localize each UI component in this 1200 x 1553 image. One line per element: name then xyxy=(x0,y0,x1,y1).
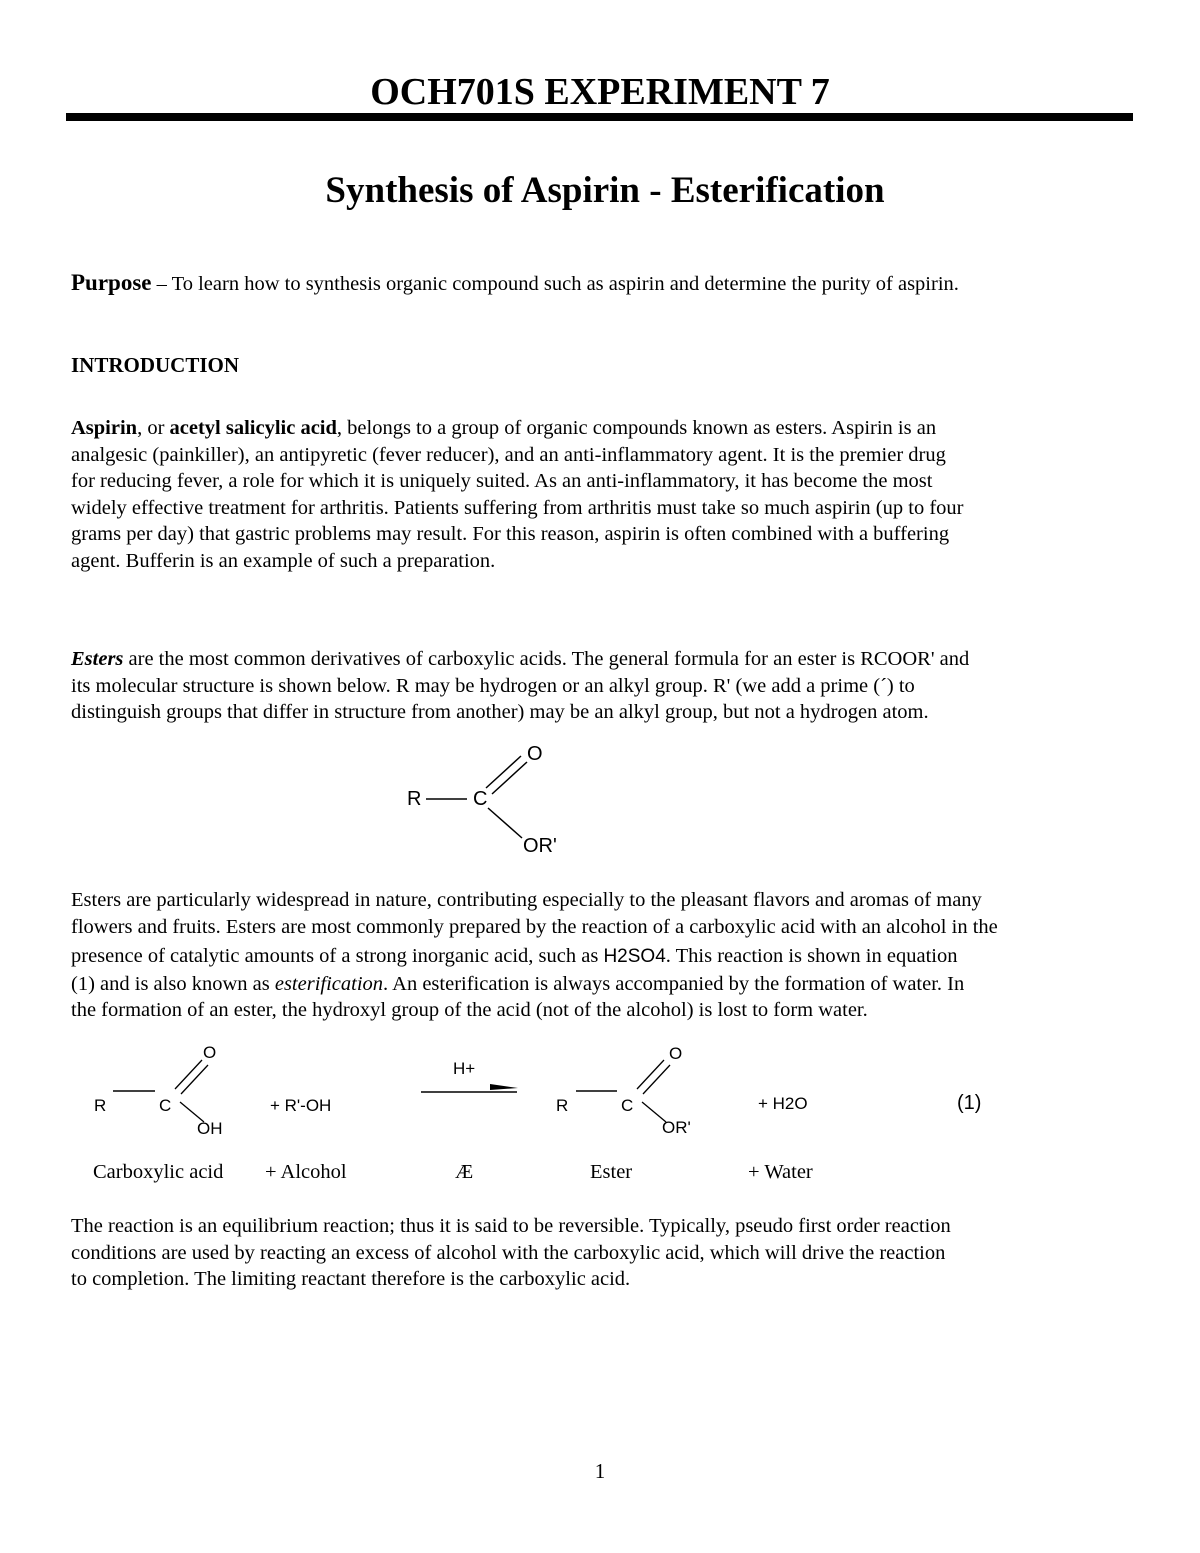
text-fragment: , or xyxy=(137,417,170,439)
paragraph-line: widely effective treatment for arthritis. Patients suffering from arthritis must take so much aspirin (up to four xyxy=(71,496,964,519)
esters-paragraph xyxy=(71,646,969,726)
paragraph-line: The reaction is an equilibrium reaction; thus it is said to be reversible. Typically, pseudo first order reaction xyxy=(71,1215,951,1237)
text-fragment: , belongs to a group of organic compounds known as esters. Aspirin is an xyxy=(336,417,937,439)
paragraph-line: agent. Bufferin is an example of such a preparation. xyxy=(71,549,496,572)
product-c-atom: C xyxy=(621,1096,634,1115)
acid-c-atom: C xyxy=(159,1096,172,1115)
purpose-paragraph xyxy=(71,268,959,299)
text-fragment: are the most common derivatives of carboxylic acids. The general formula for an ester is RCOOR' and xyxy=(123,648,970,670)
text-fragment: . This reaction is shown in equation xyxy=(665,945,958,967)
paragraph-line: analgesic (painkiller), an antipyretic (fever reducer), and an anti-inflammatory agent. It is the premier drug xyxy=(71,443,946,466)
ester-c-atom: C xyxy=(473,788,488,810)
paragraph-line xyxy=(71,646,969,673)
ester-or-group: OR' xyxy=(523,835,557,857)
paragraph-line: to completion. The limiting reactant therefore is the carboxylic acid. xyxy=(71,1268,631,1290)
product-r-atom: R xyxy=(556,1096,569,1115)
paragraph-line: flowers and fruits. Esters are most commonly prepared by the reaction of a carboxylic acid with an alcohol in the xyxy=(71,915,998,938)
paragraph-line: its molecular structure is shown below. R may be hydrogen or an alkyl group. R' (we add a prime (´) to xyxy=(71,674,915,697)
label-carboxylic-acid: Carboxylic acid xyxy=(93,1161,224,1183)
paragraph-line: the formation of an ester, the hydroxyl group of the acid (not of the alcohol) is lost to form water. xyxy=(71,999,868,1021)
esters-term: Esters xyxy=(71,648,124,670)
alcohol-formula: + R'-OH xyxy=(270,1096,332,1115)
acetyl-salicylic-acid-term: acetyl salicylic acid xyxy=(169,417,337,439)
label-ester: Ester xyxy=(590,1161,633,1183)
document-subtitle: Synthesis of Aspirin - Esterification xyxy=(325,170,885,211)
text-fragment: (1) and is also known as xyxy=(71,972,275,995)
purpose-text: – To learn how to synthesis organic compound such as aspirin and determine the purity of aspirin. xyxy=(151,273,959,295)
acid-o-atom: O xyxy=(203,1043,217,1062)
aspirin-paragraph xyxy=(71,415,963,574)
product-o-atom: O xyxy=(669,1044,683,1063)
introduction-heading: INTRODUCTION xyxy=(71,353,240,377)
paragraph-line: conditions are used by reacting an excess of alcohol with the carboxylic acid, which will drive the reaction xyxy=(71,1241,946,1264)
paragraph-line: for reducing fever, a role for which it is uniquely suited. As an anti-inflammatory, it has become the most xyxy=(71,470,933,492)
equation-number: (1) xyxy=(957,1092,982,1114)
ester-structure xyxy=(400,740,580,865)
esterification-paragraph xyxy=(71,887,998,1024)
page-title: OCH701S EXPERIMENT 7 xyxy=(370,71,830,113)
title-rule xyxy=(66,113,1133,121)
ester-o-atom: O xyxy=(527,743,543,765)
paragraph-line xyxy=(71,415,963,442)
ester-r-atom: R xyxy=(407,788,422,810)
product-or-group: OR' xyxy=(662,1118,691,1137)
sulfuric-acid-formula: H2SO4 xyxy=(603,946,666,967)
label-arrow-glyph: Æ xyxy=(455,1161,474,1183)
purpose-label: Purpose xyxy=(71,270,152,295)
text-fragment: . An esterification is always accompanied by the formation of water. In xyxy=(383,972,965,995)
acid-r-atom: R xyxy=(94,1096,107,1115)
text-fragment: presence of catalytic amounts of a strong inorganic acid, such as xyxy=(71,945,604,967)
paragraph-line: grams per day) that gastric problems may result. For this reason, aspirin is often combined with a buffering xyxy=(71,523,950,545)
paragraph-line xyxy=(71,971,998,998)
equilibrium-paragraph xyxy=(71,1213,951,1293)
equation-bonds xyxy=(0,1038,1200,1148)
esterification-term: esterification xyxy=(274,972,384,995)
catalyst-label: H+ xyxy=(453,1059,476,1078)
reaction-equation xyxy=(0,1038,1200,1188)
paragraph-line: distinguish groups that differ in structure from another) may be an alkyl group, but not a hydrogen atom. xyxy=(71,701,929,723)
label-water: + Water xyxy=(748,1161,813,1183)
label-alcohol: + Alcohol xyxy=(265,1161,347,1183)
water-formula: + H2O xyxy=(758,1094,808,1113)
aspirin-term: Aspirin xyxy=(71,417,138,439)
acid-oh-group: OH xyxy=(197,1119,223,1138)
paragraph-line xyxy=(71,943,998,971)
page-number: 1 xyxy=(594,1459,606,1483)
paragraph-line: Esters are particularly widespread in nature, contributing especially to the pleasant flavors and aromas of many xyxy=(71,889,982,911)
